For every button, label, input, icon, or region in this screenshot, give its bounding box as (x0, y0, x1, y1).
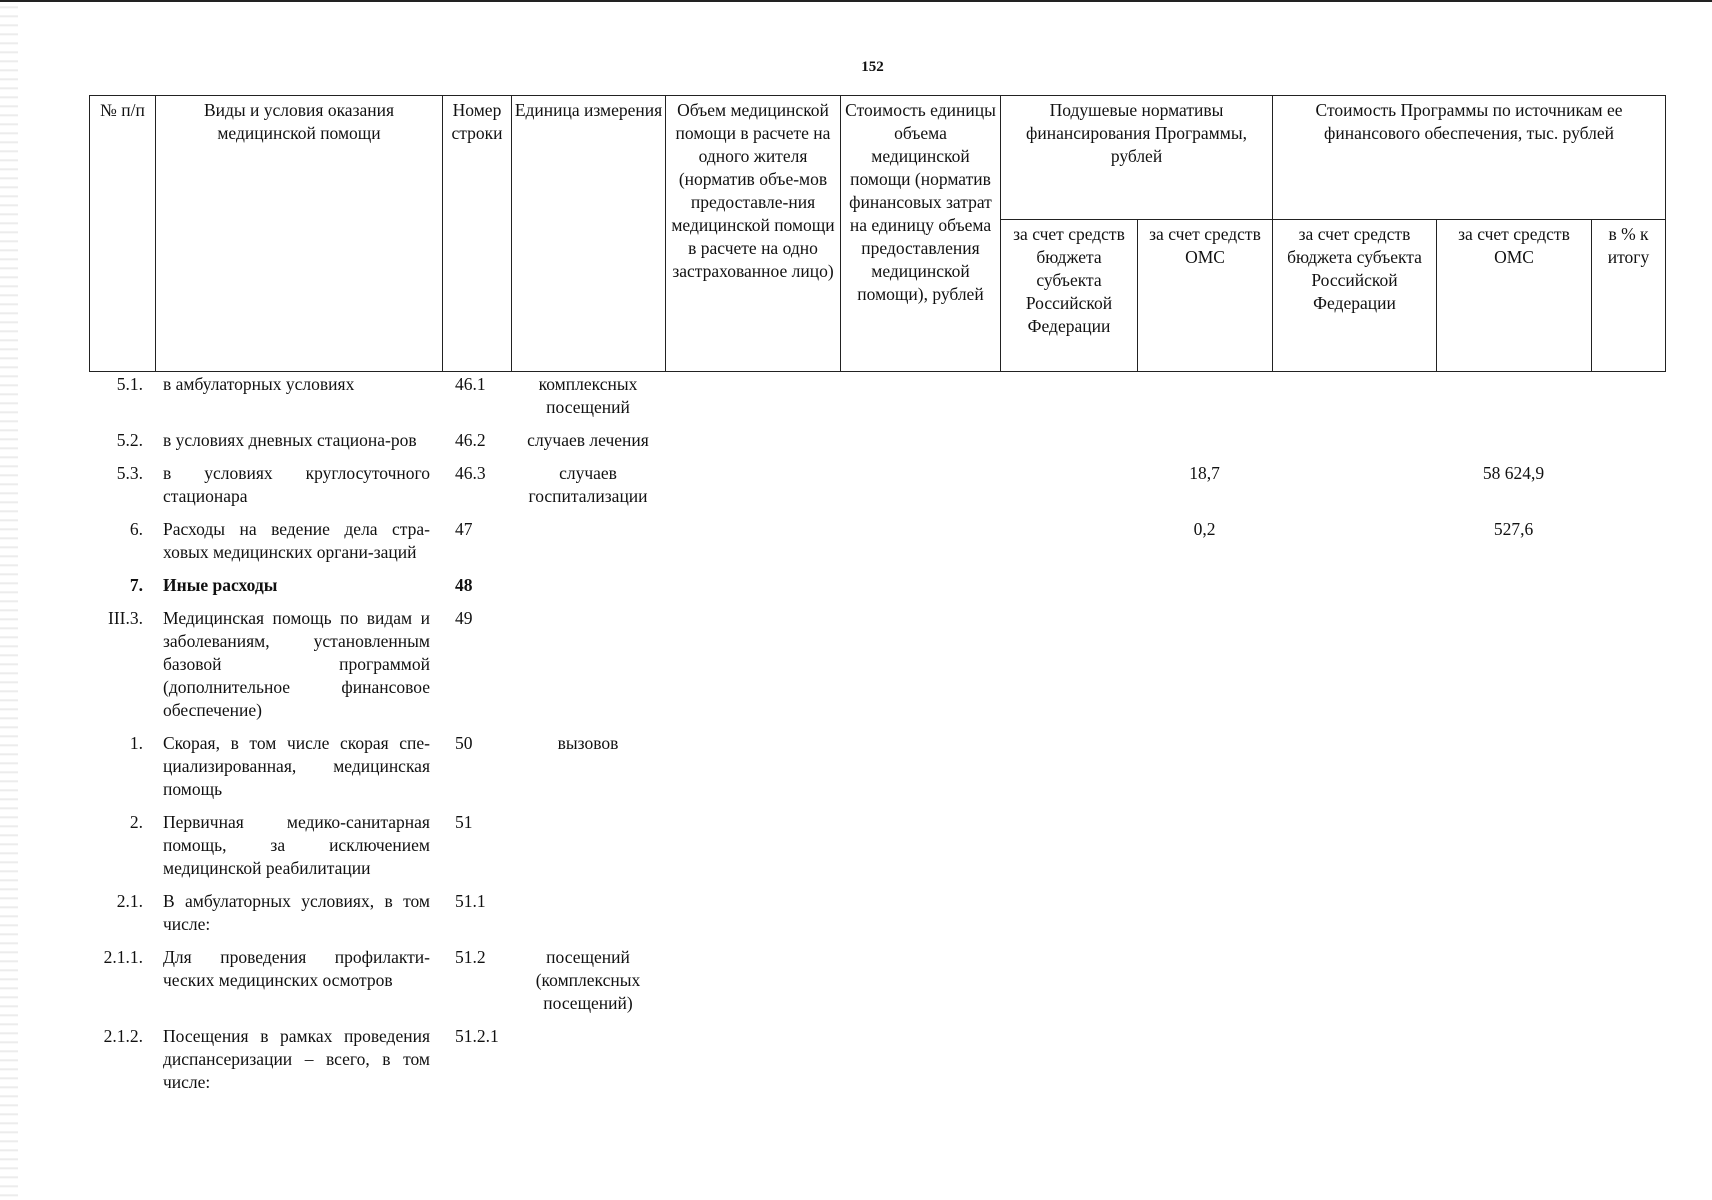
row-program-budget-cell (1272, 429, 1436, 462)
table-row (89, 574, 1665, 607)
row-name-cell: Посещения в рамках проведения диспансеризации – всего, в том числе: (163, 1026, 430, 1092)
row-name-cell: Иные расходы (163, 575, 278, 595)
scan-edge-artifact (0, 0, 18, 1200)
row-volume-cell (665, 373, 840, 429)
row-program-budget-cell (1272, 1025, 1436, 1104)
header-program-percent: в % к итогу (1592, 220, 1666, 372)
row-program-budget-cell (1272, 518, 1436, 574)
row-number-cell: 2.1. (116, 891, 143, 911)
row-unit-cell: случаев лечения (527, 430, 649, 450)
row-line-number-cell: 51.1 (455, 891, 486, 911)
row-unit-cost-cell (840, 946, 1000, 1025)
row-number-cell: 7. (129, 575, 143, 595)
row-program-percent-cell (1591, 373, 1665, 429)
row-unit-cost-cell (840, 1025, 1000, 1104)
table-body (89, 373, 1665, 1104)
table-row (89, 732, 1665, 811)
row-name-cell: в условиях круглосуточного стационара (163, 463, 430, 506)
row-per-capita-oms-cell (1137, 429, 1272, 462)
row-name-cell: Медицинская помощь по видам и заболеваниям, установленным базовой программой (дополнительное финансовое обеспечение) (163, 608, 430, 720)
row-per-capita-budget-cell (1000, 732, 1137, 811)
row-program-budget-cell (1272, 946, 1436, 1025)
row-volume-cell (665, 574, 840, 607)
row-program-percent-cell (1591, 946, 1665, 1025)
row-program-budget-cell (1272, 890, 1436, 946)
row-number-cell: III.3. (108, 608, 143, 628)
row-unit-cell (511, 518, 665, 574)
row-per-capita-oms-cell (1137, 811, 1272, 890)
row-per-capita-budget-cell (1000, 429, 1137, 462)
row-volume-cell (665, 518, 840, 574)
row-line-number-cell: 51.2.1 (455, 1026, 499, 1046)
row-volume-cell (665, 607, 840, 732)
row-name-cell: Для проведения профилакти-ческих медицинских осмотров (163, 947, 430, 990)
row-per-capita-budget-cell (1000, 1025, 1137, 1104)
row-program-percent-cell (1591, 811, 1665, 890)
header-program-oms: за счет средств ОМС (1437, 220, 1592, 372)
row-unit-cost-cell (840, 890, 1000, 946)
row-per-capita-oms-cell (1137, 1025, 1272, 1104)
row-unit-cell: вызовов (557, 733, 619, 753)
row-unit-cell: комплексных посещений (538, 374, 638, 417)
row-line-number-cell: 47 (455, 519, 473, 539)
header-per-capita-group: Подушевые нормативы финансирования Программы, рублей (1001, 96, 1273, 220)
row-unit-cost-cell (840, 811, 1000, 890)
row-unit-cost-cell (840, 429, 1000, 462)
row-volume-cell (665, 811, 840, 890)
header-type: Виды и условия оказания медицинской помощи (156, 96, 443, 372)
row-program-oms-cell: 58 624,9 (1482, 463, 1545, 483)
row-program-budget-cell (1272, 574, 1436, 607)
row-program-percent-cell (1591, 429, 1665, 462)
row-unit-cell (511, 811, 665, 890)
header-row-number: Номер строки (443, 96, 512, 372)
header-volume: Объем медицинской помощи в расчете на одного жителя (норматив объе-мов предоставле-ния медицинской помощи в расчете на одно застрахованное лицо) (666, 96, 841, 372)
row-program-oms-cell (1436, 1025, 1591, 1104)
row-unit-cost-cell (840, 373, 1000, 429)
header-unit: Единица измерения (512, 96, 666, 372)
row-per-capita-oms-cell (1137, 574, 1272, 607)
table-row (89, 462, 1665, 518)
row-unit-cost-cell (840, 574, 1000, 607)
row-line-number-cell: 46.2 (455, 430, 486, 450)
row-number-cell: 2. (129, 812, 143, 832)
row-line-number-cell: 51 (455, 812, 473, 832)
header-per-capita-oms: за счет средств ОМС (1138, 220, 1273, 372)
header-program-cost-group: Стоимость Программы по источникам ее финансового обеспечения, тыс. рублей (1273, 96, 1666, 220)
row-per-capita-oms-cell: 0,2 (1193, 519, 1216, 539)
row-per-capita-budget-cell (1000, 946, 1137, 1025)
table-row (89, 518, 1665, 574)
table-row (89, 1025, 1665, 1104)
row-volume-cell (665, 462, 840, 518)
header-program-budget: за счет средств бюджета субъекта Российской Федерации (1273, 220, 1437, 372)
row-volume-cell (665, 890, 840, 946)
row-line-number-cell: 46.3 (455, 463, 486, 483)
row-number-cell: 5.2. (116, 430, 143, 450)
row-program-oms-cell (1436, 890, 1591, 946)
row-program-budget-cell (1272, 732, 1436, 811)
row-number-cell: 1. (129, 733, 143, 753)
row-program-oms-cell (1436, 574, 1591, 607)
row-program-oms-cell (1436, 429, 1591, 462)
row-program-oms-cell (1436, 946, 1591, 1025)
row-program-oms-cell (1436, 811, 1591, 890)
row-program-percent-cell (1591, 607, 1665, 732)
row-number-cell: 5.3. (116, 463, 143, 483)
row-unit-cell (511, 1025, 665, 1104)
row-program-percent-cell (1591, 574, 1665, 607)
row-unit-cell (511, 890, 665, 946)
row-per-capita-budget-cell (1000, 811, 1137, 890)
table-row (89, 373, 1665, 429)
row-program-budget-cell (1272, 462, 1436, 518)
row-program-oms-cell (1436, 607, 1591, 732)
table-row (89, 811, 1665, 890)
row-volume-cell (665, 732, 840, 811)
row-name-cell: Первичная медико-санитарная помощь, за исключением медицинской реабилитации (163, 812, 430, 878)
row-unit-cost-cell (840, 518, 1000, 574)
row-line-number-cell: 49 (455, 608, 473, 628)
row-program-percent-cell (1591, 732, 1665, 811)
row-per-capita-oms-cell (1137, 890, 1272, 946)
row-per-capita-budget-cell (1000, 462, 1137, 518)
row-name-cell: в амбулаторных условиях (163, 374, 355, 394)
row-unit-cell (511, 607, 665, 732)
row-number-cell: 2.1.2. (103, 1026, 143, 1046)
row-name-cell: в условиях дневных стациона-ров (163, 430, 417, 450)
row-line-number-cell: 51.2 (455, 947, 486, 967)
top-border-line (0, 0, 1712, 2)
row-unit-cell: посещений (комплексных посещений) (535, 947, 641, 1013)
row-per-capita-budget-cell (1000, 373, 1137, 429)
row-unit-cost-cell (840, 462, 1000, 518)
row-program-budget-cell (1272, 811, 1436, 890)
row-program-percent-cell (1591, 1025, 1665, 1104)
row-per-capita-oms-cell (1137, 732, 1272, 811)
table-row (89, 429, 1665, 462)
row-unit-cell (511, 574, 665, 607)
row-name-cell: В амбулаторных условиях, в том числе: (163, 891, 430, 934)
row-program-oms-cell: 527,6 (1493, 519, 1534, 539)
row-line-number-cell: 50 (455, 733, 473, 753)
row-program-budget-cell (1272, 607, 1436, 732)
row-number-cell: 2.1.1. (103, 947, 143, 967)
row-per-capita-budget-cell (1000, 518, 1137, 574)
header-num: № п/п (90, 96, 156, 372)
row-per-capita-oms-cell: 18,7 (1189, 463, 1220, 483)
row-per-capita-budget-cell (1000, 607, 1137, 732)
row-unit-cost-cell (840, 607, 1000, 732)
row-line-number-cell: 48 (455, 575, 473, 595)
row-per-capita-oms-cell (1137, 607, 1272, 732)
row-unit-cell: случаев госпитализации (528, 463, 648, 506)
row-program-percent-cell (1591, 462, 1665, 518)
header-unit-cost: Стоимость единицы объема медицинской помощи (норматив финансовых затрат на единицу объема предоставления медицинской помощи), рублей (841, 96, 1001, 372)
row-program-percent-cell (1591, 890, 1665, 946)
header-per-capita-budget: за счет средств бюджета субъекта Российской Федерации (1001, 220, 1138, 372)
row-name-cell: Скорая, в том числе скорая спе-циализированная, медицинская помощь (163, 733, 430, 799)
row-volume-cell (665, 429, 840, 462)
row-program-budget-cell (1272, 373, 1436, 429)
table-row (89, 946, 1665, 1025)
row-program-oms-cell (1436, 373, 1591, 429)
row-number-cell: 6. (129, 519, 143, 539)
row-per-capita-budget-cell (1000, 574, 1137, 607)
row-line-number-cell: 46.1 (455, 374, 486, 394)
row-program-percent-cell (1591, 518, 1665, 574)
page-number: 152 (861, 59, 884, 75)
row-program-oms-cell (1436, 732, 1591, 811)
row-per-capita-oms-cell (1137, 946, 1272, 1025)
table-row (89, 607, 1665, 732)
row-number-cell: 5.1. (116, 374, 143, 394)
table-row (89, 890, 1665, 946)
row-unit-cost-cell (840, 732, 1000, 811)
table-header (89, 95, 1666, 372)
row-volume-cell (665, 1025, 840, 1104)
row-name-cell: Расходы на ведение дела стра-ховых медицинских органи-заций (163, 519, 430, 562)
row-volume-cell (665, 946, 840, 1025)
row-per-capita-oms-cell (1137, 373, 1272, 429)
row-per-capita-budget-cell (1000, 890, 1137, 946)
